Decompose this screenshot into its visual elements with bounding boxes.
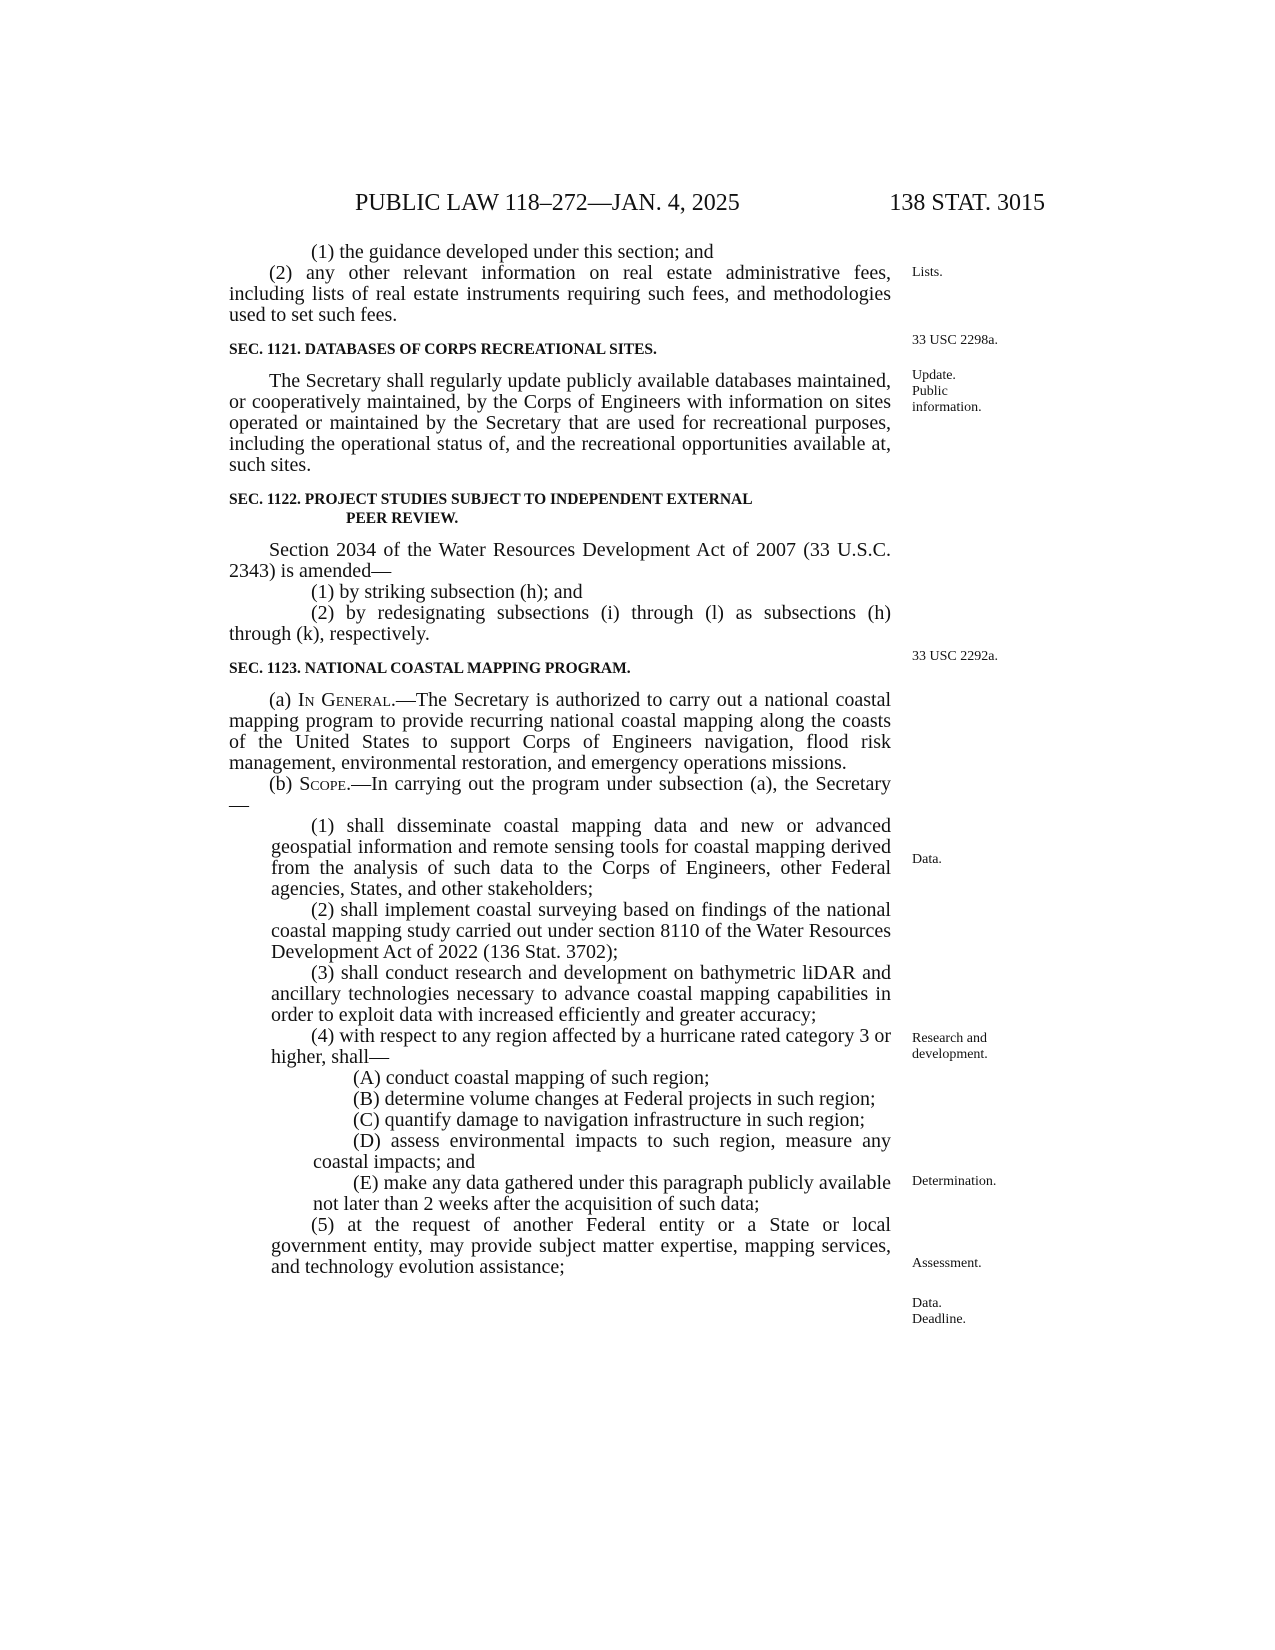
margin-note-determination: Determination. bbox=[912, 1174, 997, 1189]
margin-note-usc-2298a: 33 USC 2298a. bbox=[912, 333, 998, 348]
section-1121-text: The Secretary shall regularly update publicly available databases maintained, or cooperatively maintained, by the Corps of Engineers with information on sites operated or maintained by the Secretary that are used for recreational purposes, including the operational status of, and the recreational opportunities available at, such sites. bbox=[229, 370, 891, 476]
section-1122-item-1: (1) by striking subsection (h); and bbox=[311, 581, 583, 603]
subsection-b-caption: Scope bbox=[299, 773, 347, 795]
margin-note-lists: Lists. bbox=[912, 265, 943, 280]
section-1122-heading-line2: PEER REVIEW. bbox=[346, 510, 459, 527]
section-1122-heading bbox=[229, 490, 891, 528]
paragraph-4-item-C: (C) quantify damage to navigation infrastructure in such region; bbox=[353, 1109, 866, 1131]
section-1123-heading: SEC. 1123. NATIONAL COASTAL MAPPING PROGRAM. bbox=[229, 660, 631, 677]
section-1121-heading: SEC. 1121. DATABASES OF CORPS RECREATIONAL SITES. bbox=[229, 341, 657, 358]
section-1122-heading-line1: SEC. 1122. PROJECT STUDIES SUBJECT TO INDEPENDENT EXTERNAL bbox=[229, 491, 753, 508]
margin-note-update: Update. bbox=[912, 368, 956, 383]
paragraph-4-item-D: (D) assess environmental impacts to such region, measure any coastal impacts; and bbox=[313, 1130, 891, 1173]
margin-note-data-2: Data. bbox=[912, 1296, 942, 1311]
subsection-b-paragraph-5: (5) at the request of another Federal entity or a State or local government entity, may provide subject matter expertise, mapping services, and technology evolution assistance; bbox=[271, 1214, 891, 1278]
subsection-b-text: .—In carrying out the program under subsection (a), the Secretary— bbox=[229, 773, 891, 816]
paragraph-4-item-E: (E) make any data gathered under this paragraph publicly available not later than 2 weeks after the acquisition of such data; bbox=[313, 1172, 891, 1215]
margin-note-usc-2292a: 33 USC 2292a. bbox=[912, 649, 998, 664]
margin-note-data: Data. bbox=[912, 852, 942, 867]
header-stat-page: 138 STAT. 3015 bbox=[889, 190, 1045, 216]
section-1122-intro: Section 2034 of the Water Resources Development Act of 2007 (33 U.S.C. 2343) is amended— bbox=[229, 539, 891, 582]
margin-note-assessment: Assessment. bbox=[912, 1256, 982, 1271]
subsection-a-label: (a) bbox=[269, 689, 298, 711]
subsection-a-caption: In General bbox=[297, 689, 391, 711]
running-header bbox=[355, 190, 1045, 220]
subsection-b-label: (b) bbox=[269, 773, 300, 795]
header-law-citation: PUBLIC LAW 118–272—JAN. 4, 2025 bbox=[355, 190, 740, 216]
section-1123-subsection-a bbox=[229, 690, 891, 774]
margin-note-development: development. bbox=[912, 1047, 988, 1062]
paragraph-4-item-B: (B) determine volume changes at Federal projects in such region; bbox=[353, 1088, 876, 1110]
section-1123-subsection-b bbox=[229, 774, 891, 816]
margin-note-information: information. bbox=[912, 400, 982, 415]
paragraph-4-item-A: (A) conduct coastal mapping of such region; bbox=[353, 1067, 710, 1089]
margin-note-public: Public bbox=[912, 384, 948, 399]
document-body bbox=[229, 242, 891, 1278]
paragraph-relevant-information: (2) any other relevant information on real estate administrative fees, including lists of real estate instruments requiring such fees, and methodologies used to set such fees. bbox=[229, 262, 891, 326]
margin-note-research: Research and bbox=[912, 1031, 988, 1046]
subsection-a-text: .—The Secretary is authorized to carry out a national coastal mapping program to provide recurring national coastal mapping along the coasts of the United States to support Corps of Engineers navigation, flood risk management, environmental restoration, and emergency operations missions. bbox=[229, 689, 891, 774]
subsection-b-paragraph-1: (1) shall disseminate coastal mapping data and new or advanced geospatial information and remote sensing tools for coastal mapping derived from the analysis of such data to the Corps of Engineers, other Federal agencies, States, and other stakeholders; bbox=[271, 815, 891, 900]
subsection-b-paragraph-3: (3) shall conduct research and development on bathymetric liDAR and ancillary technologies necessary to advance coastal mapping capabilities in order to exploit data with increased efficiently and greater accuracy; bbox=[271, 962, 891, 1026]
margin-note-deadline: Deadline. bbox=[912, 1312, 967, 1327]
subsection-b-paragraph-4: (4) with respect to any region affected by a hurricane rated category 3 or higher, shall— bbox=[271, 1025, 891, 1068]
section-1122-item-2: (2) by redesignating subsections (i) through (l) as subsections (h) through (k), respectively. bbox=[229, 602, 891, 645]
paragraph-guidance: (1) the guidance developed under this section; and bbox=[311, 241, 714, 263]
subsection-b-paragraph-2: (2) shall implement coastal surveying based on findings of the national coastal mapping study carried out under section 8110 of the Water Resources Development Act of 2022 (136 Stat. 3702); bbox=[271, 899, 891, 963]
